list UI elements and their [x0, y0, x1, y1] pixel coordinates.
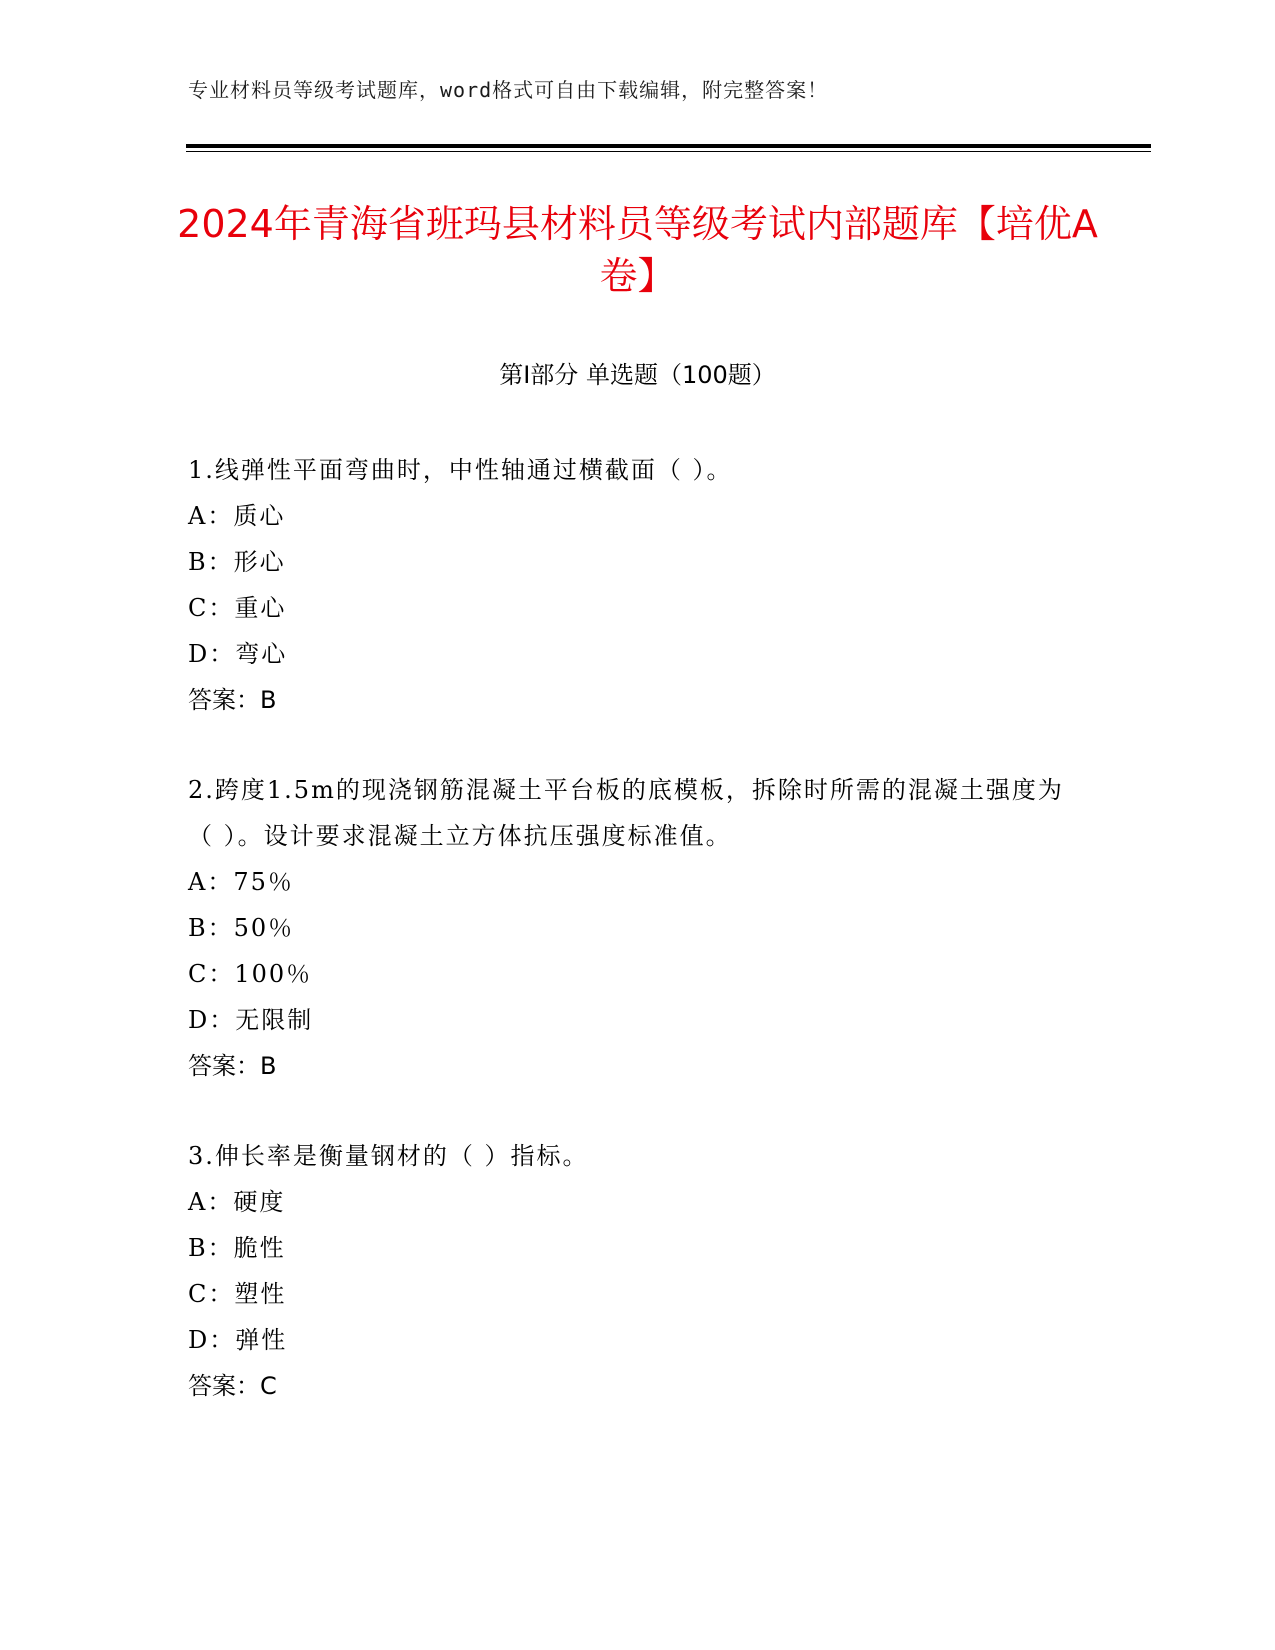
question-answer: 答案：C [188, 1372, 277, 1400]
question-stem: 2.跨度1.5m的现浇钢筋混凝土平台板的底模板，拆除时所需的混凝土强度为（ ）。设计要求混凝土立方体抗压强度标准值。 [188, 776, 1064, 850]
question-answer: 答案：B [188, 1052, 277, 1080]
header-rule-thick [186, 144, 1151, 148]
section-heading: 第I部分 单选题（100题） [499, 361, 776, 389]
question [188, 447, 1088, 723]
question-option: D：弹性 [188, 1326, 288, 1354]
question-option: C：100％ [188, 960, 313, 988]
question-option: B：50％ [188, 914, 295, 942]
question-option: C：塑性 [188, 1280, 287, 1308]
question-option: C：重心 [188, 594, 287, 622]
document-title: 2024年青海省班玛县材料员等级考试内部题库【培优A卷】 [177, 202, 1098, 298]
question-option: B：脆性 [188, 1234, 286, 1262]
question-option: A：硬度 [188, 1188, 286, 1216]
question-stem: 1.线弹性平面弯曲时，中性轴通过横截面（ ）。 [188, 456, 733, 484]
question-answer: 答案：B [188, 686, 277, 714]
header-note: 专业材料员等级考试题库，word格式可自由下载编辑，附完整答案！ [188, 78, 829, 102]
question-option: D：弯心 [188, 640, 288, 668]
question [188, 767, 1088, 1089]
question-list [188, 447, 1088, 1453]
question-option: A：75％ [188, 868, 294, 896]
header-rule-thin [186, 151, 1151, 152]
question-option: D：无限制 [188, 1006, 314, 1034]
question-option: B：形心 [188, 548, 286, 576]
question [188, 1133, 1088, 1409]
question-stem: 3.伸长率是衡量钢材的（ ）指标。 [188, 1142, 589, 1170]
question-option: A：质心 [188, 502, 286, 530]
